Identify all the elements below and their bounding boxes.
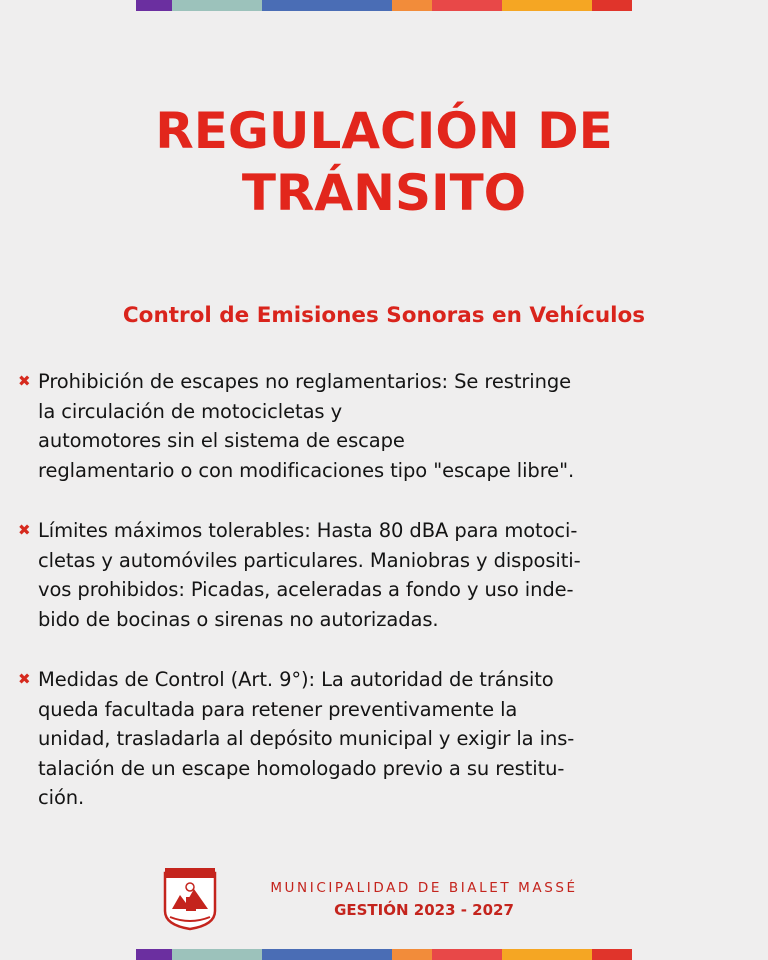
close-x-icon: ✖: [18, 670, 31, 688]
bottom-color-stripe: [136, 949, 632, 960]
municipality-name: MUNICIPALIDAD DE BIALET MASSÉ: [270, 880, 578, 896]
municipal-seal-logo: [162, 865, 218, 931]
title-line-1: REGULACIÓN DE: [155, 102, 613, 160]
item-text: Límites máximos tolerables: Hasta 80 dBA para motoci- cletas y automóviles particulares. Maniobras y dispositi- vos prohibidos: Picadas, aceleradas a fondo y uso inde- bido de bocinas o sirenas no autorizadas.: [38, 519, 581, 631]
item-text: Prohibición de escapes no reglamentarios: Se restringe la circulación de motocicletas y automotores sin el sistema de escape reglamentario o con modificaciones tipo "escape libre".: [38, 370, 575, 482]
footer-text: [238, 879, 610, 921]
top-color-stripe: [136, 0, 632, 11]
page-title: [0, 100, 768, 224]
list-item: [18, 516, 748, 634]
regulation-list: [18, 367, 748, 844]
section-subtitle: Control de Emisiones Sonoras en Vehículos: [122, 303, 646, 328]
title-line-2: TRÁNSITO: [241, 164, 527, 222]
administration-period: GESTIÓN 2023 - 2027: [334, 901, 514, 919]
list-item: [18, 367, 748, 485]
close-x-icon: ✖: [18, 521, 31, 539]
list-item: [18, 665, 748, 813]
item-text: Medidas de Control (Art. 9°): La autoridad de tránsito queda facultada para retener preventivamente la unidad, trasladarla al depósito municipal y exigir la ins- talación de un escape homologado previo a su restitu- ción.: [38, 668, 575, 809]
close-x-icon: ✖: [18, 372, 31, 390]
